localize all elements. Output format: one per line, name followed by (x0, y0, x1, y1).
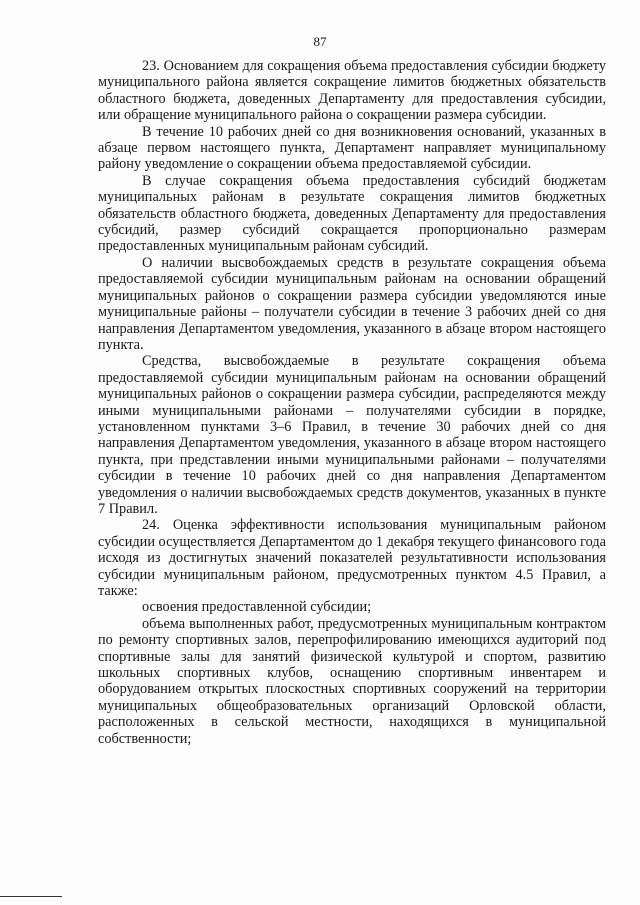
paragraph-notification-deadline: В течение 10 рабочих дней со дня возникновения оснований, указанных в абзаце первом настоящего пункта, Департамент направляет муниципальному району уведомление о сокращении объема предоставляемой субсидии. (98, 123, 606, 173)
paragraph-released-funds-distribution: Средства, высвобождаемые в результате сокращения объема предоставляемой субсидии муниципальным районам на основании обращений муниципальных районов о сокращении размера субсидии, распределяются между иными муниципальными районами – получателями субсидии в порядке, установленном пунктами 3–6 Правил, в течение 30 рабочих дней со дня направления Департаментом уведомления, указанного в абзаце втором настоящего пункта, при представлении иными муниципальными районами – получателями субсидии в течение 10 рабочих дней со дня направления Департаментом уведомления о наличии высвобождаемых средств документов, указанных в пункте 7 Правил. (98, 353, 606, 517)
paragraph-works-volume: объема выполненных работ, предусмотренных муниципальным контрактом по ремонту спортивных залов, перепрофилированию имеющихся аудиторий под спортивные залы для занятий физической культурой и спортом, развитию школьных спортивных клубов, оснащению спортивным инвентарем и оборудованием открытых плоскостных спортивных сооружений на территории муниципальных общеобразовательных организаций Орловской области, расположенных в сельской местности, находящихся в муниципальной собственности; (98, 615, 606, 747)
paragraph-24-efficiency-assessment: 24. Оценка эффективности использования муниципальным районом субсидии осуществляется Департаментом до 1 декабря текущего финансового года исходя из достигнутых значений показателей результативности использования субсидии муниципальным районом, предусмотренных пунктом 4.5 Правил, а также: (98, 517, 606, 599)
page-number: 87 (313, 34, 327, 49)
paragraph-released-funds-notice: О наличии высвобождаемых средств в результате сокращения объема предоставляемой субсидии муниципальным районам на основании обращений муниципальных районов о сокращении размера субсидии уведомляются иные муниципальные районы – получатели субсидии в течение 3 рабочих дней со дня направления Департаментом уведомления, указанного в абзаце втором настоящего пункта. (98, 254, 606, 353)
footer-rule (0, 896, 62, 897)
document-body (98, 58, 606, 747)
paragraph-23-grounds: 23. Основанием для сокращения объема предоставления субсидии бюджету муниципального района является сокращение лимитов бюджетных обязательств областного бюджета, доведенных Департаменту для предоставления субсидии, или обращение муниципального района о сокращении размера субсидии. (98, 58, 606, 124)
paragraph-subsidy-utilization: освоения предоставленной субсидии; (142, 599, 372, 616)
paragraph-proportional-reduction: В случае сокращения объема предоставления субсидий бюджетам муниципальных районам в результате сокращения лимитов бюджетных обязательств областного бюджета, доведенных Департаменту для предоставления субсидий, размер субсидий сокращается пропорционально размерам предоставленных муниципальным районам субсидий. (98, 172, 606, 255)
